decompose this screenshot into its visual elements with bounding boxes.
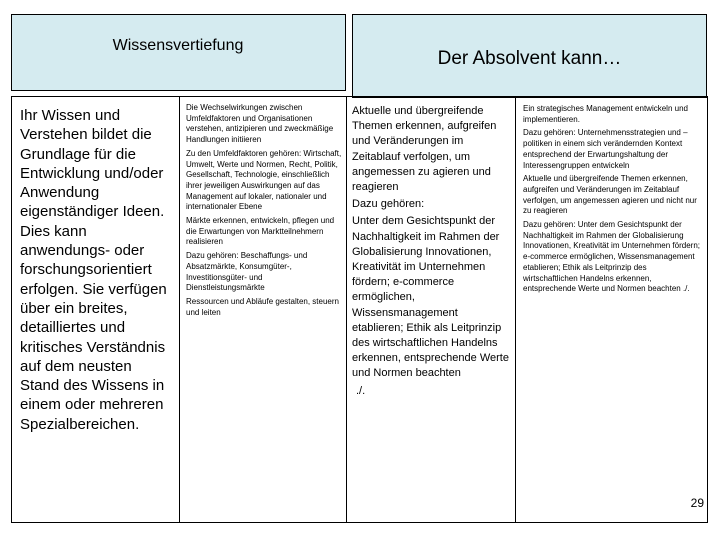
description-text: Ihr Wissen und Verstehen bildet die Grundlage für die Entwicklung und/oder Anwendung eigenständiger Ideen. Dies kann anwendungs- oder forschungsorientiert erfolgen. Sie verfügen über ein breites, detailliertes und kritisches Verständnis auf dem neusten Stand des Wissens in einem oder mehreren Spezialbereichen. (20, 107, 167, 433)
column-strategy (516, 97, 707, 522)
column-description (12, 97, 180, 522)
header-title-right: Der Absolvent kann… (437, 48, 622, 69)
strategy-paragraph: Dazu gehören: Unter dem Gesichtspunkt der Nachhaltigkeit im Rahmen der Globalisierung Innovationen, Kreativität im Unternehmen fördern; e-commerce ermöglichen, Wissensmanagement etablieren; Ethik als Leitprinzip des wirtschaftlichen Handelns erkennen, entsprechende Werte und Normen beachten ./. (523, 220, 700, 294)
column-competences (180, 97, 347, 522)
strategy-paragraph: Dazu gehören: Unternehmensstrategien und –politiken in einem sich verändernden Kontext entsprechend der Erwartungshaltung der Interessengruppen entwickeln (523, 128, 688, 170)
strategy-paragraph: Ein strategisches Management entwickeln und implementieren. (523, 104, 688, 124)
topics-paragraph: Dazu gehören: (352, 198, 425, 211)
header-box-wissensvertiefung (11, 14, 346, 91)
topics-continuation: ./. (356, 384, 366, 397)
competence-paragraph: Ressourcen und Abläufe gestalten, steuern und leiten (186, 296, 339, 317)
competence-paragraph: Die Wechselwirkungen zwischen Umfeldfaktoren und Organisationen verstehen, antizipieren und zweckmäßige Handlungen initiieren (186, 103, 334, 145)
competence-paragraph: Zu den Umfeldfaktoren gehören: Wirtschaft, Umwelt, Werte und Normen, Recht, Politik, Gesellschaft, Technologie, einschließlich ihrer jeweiligen Auswirkungen auf das Management auf lokaler, nationaler und internationaler Ebene (186, 148, 342, 212)
competence-paragraph: Märkte erkennen, entwickeln, pflegen und die Erwartungen von Marktteilnehmern realisieren (186, 216, 335, 247)
strategy-paragraph: Aktuelle und übergreifende Themen erkennen, aufgreifen und Veränderungen im Zeitablauf verfolgen, um angemessen agieren und nicht nur zu reagieren (523, 174, 697, 216)
column-topics (347, 97, 516, 522)
header-title-left: Wissensvertiefung (112, 37, 244, 54)
page-number: 29 (690, 496, 704, 510)
content-table (11, 96, 708, 523)
topics-paragraph: Aktuelle und übergreifende Themen erkennen, aufgreifen und Veränderungen im Zeitablauf verfolgen, um angemessen zu agieren und reagieren (352, 105, 497, 194)
topics-paragraph: Unter dem Gesichtspunkt der Nachhaltigkeit im Rahmen der Globalisierung Innovationen, Kreativität im Unternehmen fördern; e-commerce ermöglichen, Wissensmanagement etablieren; Ethik als Leitprinzip des wirtschaftlichen Handelns erkennen, entsprechende Werte und Normen beachten (352, 215, 509, 380)
header-box-absolvent (352, 14, 707, 98)
competence-paragraph: Dazu gehören: Beschaffungs- und Absatzmärkte, Konsumgüter-, Investitionsgüter- und Dienstleistungsmärkte (186, 251, 308, 293)
